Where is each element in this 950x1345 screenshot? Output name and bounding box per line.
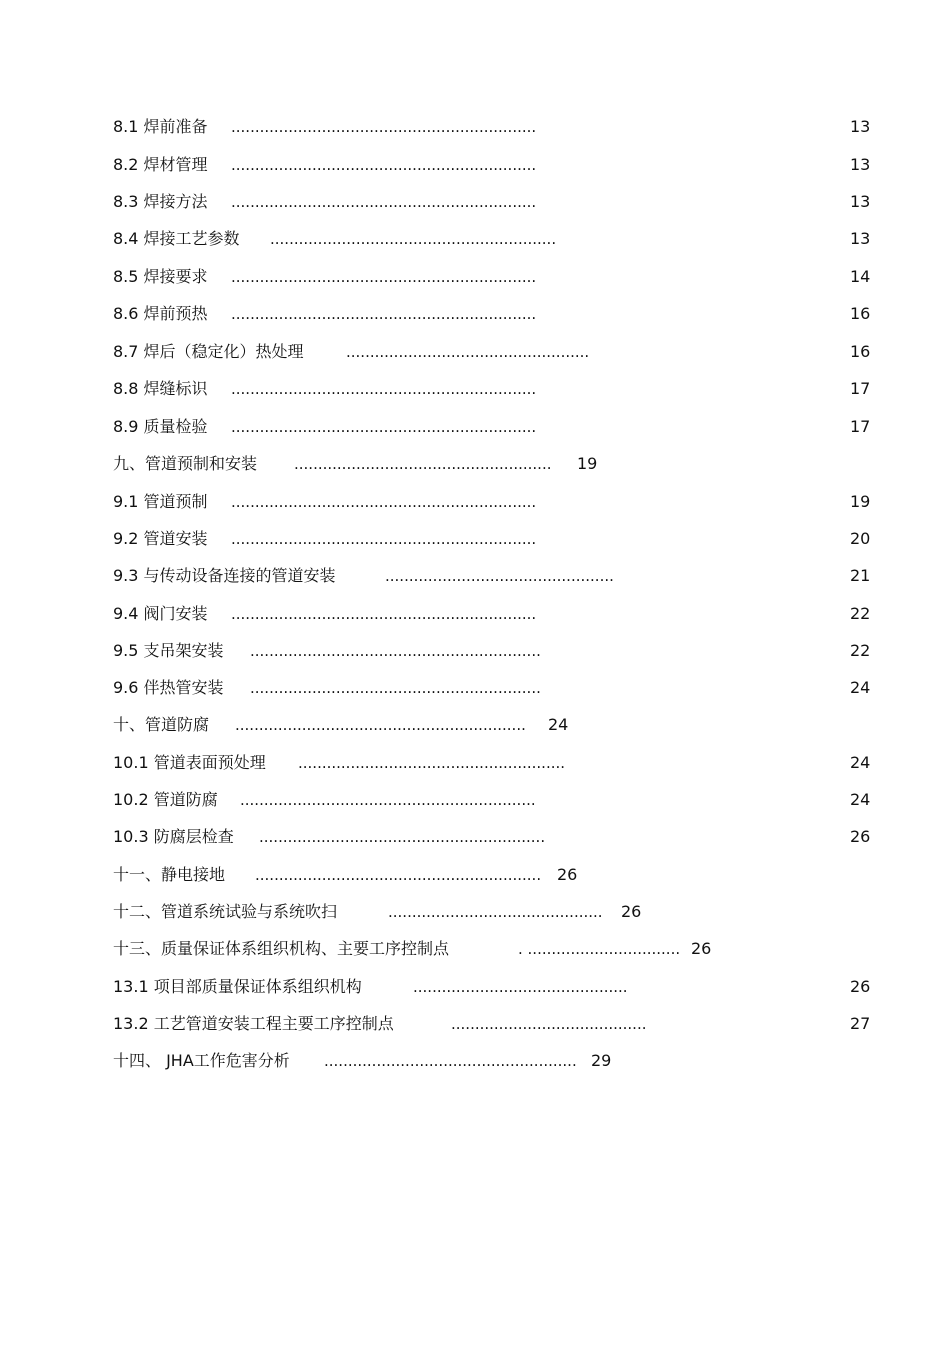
toc-entry[interactable] [113, 266, 873, 288]
toc-leader-dots: ................................................................ [231, 118, 537, 136]
toc-entry-title: 8.8 焊缝标识 [113, 379, 208, 398]
toc-entry-title: 8.3 焊接方法 [113, 192, 208, 211]
toc-entry[interactable] [113, 789, 873, 811]
toc-entry-title: 8.2 焊材管理 [113, 155, 208, 174]
toc-leader-dots: ............................................. [388, 903, 603, 921]
toc-entry-title: 13.2 工艺管道安装工程主要工序控制点 [113, 1014, 394, 1033]
toc-page-number: 14 [850, 267, 871, 286]
toc-leader-dots: ................................................... [346, 343, 590, 361]
toc-page-number: 13 [850, 117, 871, 136]
toc-leader-dots: ................................................................ [231, 156, 537, 174]
toc-page-number: 17 [850, 379, 871, 398]
toc-page-number: 26 [621, 902, 642, 921]
toc-entry-title: 9.5 支吊架安装 [113, 641, 224, 660]
toc-entry[interactable] [113, 528, 873, 550]
toc-leader-dots: ................................................................ [231, 418, 537, 436]
toc-entry-title: 十一、静电接地 [113, 865, 226, 884]
toc-entry-title: 8.6 焊前预热 [113, 304, 208, 323]
toc-leader-dots: ................................................................ [231, 305, 537, 323]
toc-entry-title: 8.5 焊接要求 [113, 267, 208, 286]
toc-entry-title: 十、管道防腐 [113, 715, 210, 734]
toc-leader-dots: ............................................. [413, 978, 628, 996]
toc-page-number: 16 [850, 304, 871, 323]
toc-entry[interactable] [113, 640, 873, 662]
toc-page-number: 27 [850, 1014, 871, 1033]
toc-entry-title: 9.3 与传动设备连接的管道安装 [113, 566, 336, 585]
toc-entry-title: 8.7 焊后（稳定化）热处理 [113, 342, 304, 361]
toc-entry[interactable] [113, 491, 873, 513]
toc-leader-dots: ........................................................ [298, 754, 566, 772]
toc-entry[interactable] [113, 901, 873, 923]
toc-page-number: 16 [850, 342, 871, 361]
toc-entry[interactable] [113, 191, 873, 213]
toc-entry[interactable] [113, 453, 873, 475]
toc-page-number: 26 [557, 865, 578, 884]
toc-entry[interactable] [113, 1050, 873, 1072]
toc-page-number: 26 [850, 977, 871, 996]
toc-entry-title: 13.1 项目部质量保证体系组织机构 [113, 977, 362, 996]
toc-entry-title: 8.9 质量检验 [113, 417, 208, 436]
toc-page-number: 24 [850, 753, 871, 772]
toc-leader-dots: ......................................... [451, 1015, 647, 1033]
toc-entry[interactable] [113, 938, 873, 960]
toc-page-number: 22 [850, 641, 871, 660]
toc-leader-dots: ............................................................. [250, 642, 541, 660]
toc-leader-dots: ............................................................ [270, 230, 557, 248]
toc-leader-dots: .............................................................. [240, 791, 536, 809]
toc-entry[interactable] [113, 228, 873, 250]
toc-page-number: 24 [548, 715, 569, 734]
toc-entry[interactable] [113, 752, 873, 774]
toc-leader-dots: . ................................ [518, 940, 681, 958]
toc-leader-dots: ...................................................... [294, 455, 552, 473]
toc-leader-dots: ................................................................ [231, 605, 537, 623]
toc-entry-title: 9.4 阀门安装 [113, 604, 208, 623]
toc-entry-title: 8.1 焊前准备 [113, 117, 208, 136]
toc-leader-dots: ................................................................ [231, 530, 537, 548]
toc-entry-title: 九、管道预制和安装 [113, 454, 258, 473]
toc-entry[interactable] [113, 303, 873, 325]
toc-entry-title: 9.6 伴热管安装 [113, 678, 224, 697]
toc-page-number: 19 [850, 492, 871, 511]
toc-page-number: 24 [850, 790, 871, 809]
toc-leader-dots: ................................................................ [231, 268, 537, 286]
toc-entry[interactable] [113, 976, 873, 998]
toc-entry[interactable] [113, 116, 873, 138]
toc-page-number: 26 [850, 827, 871, 846]
toc-entry[interactable] [113, 154, 873, 176]
toc-leader-dots: ............................................................. [235, 716, 526, 734]
toc-page-number: 17 [850, 417, 871, 436]
toc-entry[interactable] [113, 1013, 873, 1035]
toc-page-number: 26 [691, 939, 712, 958]
toc-entry[interactable] [113, 565, 873, 587]
toc-entry[interactable] [113, 341, 873, 363]
toc-entry-title: 9.2 管道安装 [113, 529, 208, 548]
toc-entry-title: 9.1 管道预制 [113, 492, 208, 511]
toc-page-number: 13 [850, 229, 871, 248]
toc-leader-dots: ................................................................ [231, 193, 537, 211]
toc-entry-title: 10.3 防腐层检查 [113, 827, 234, 846]
toc-entry-title: 10.1 管道表面预处理 [113, 753, 266, 772]
toc-entry[interactable] [113, 677, 873, 699]
toc-entry-title: 十二、管道系统试验与系统吹扫 [113, 902, 338, 921]
toc-leader-dots: ............................................................. [250, 679, 541, 697]
toc-entry[interactable] [113, 378, 873, 400]
toc-entry-title: 10.2 管道防腐 [113, 790, 218, 809]
toc-entry[interactable] [113, 864, 873, 886]
toc-leader-dots: ............................................................ [255, 866, 542, 884]
toc-page-number: 19 [577, 454, 598, 473]
toc-leader-dots: ............................................................ [259, 828, 546, 846]
toc-leader-dots: ................................................................ [231, 493, 537, 511]
toc-page-number: 24 [850, 678, 871, 697]
toc-page-number: 13 [850, 155, 871, 174]
toc-leader-dots: ................................................ [385, 567, 614, 585]
toc-entry[interactable] [113, 603, 873, 625]
toc-entry[interactable] [113, 416, 873, 438]
toc-entry-title: 8.4 焊接工艺参数 [113, 229, 240, 248]
toc-page-number: 29 [591, 1051, 612, 1070]
toc-entry-title: 十四、 JHA工作危害分析 [113, 1051, 290, 1070]
toc-page-number: 20 [850, 529, 871, 548]
toc-entry[interactable] [113, 714, 873, 736]
toc-entry[interactable] [113, 826, 873, 848]
toc-leader-dots: ................................................................ [231, 380, 537, 398]
toc-page-number: 22 [850, 604, 871, 623]
toc-page-number: 21 [850, 566, 871, 585]
toc-leader-dots: ..................................................... [324, 1052, 577, 1070]
toc-entry-title: 十三、质量保证体系组织机构、主要工序控制点 [113, 939, 450, 958]
toc-page-number: 13 [850, 192, 871, 211]
